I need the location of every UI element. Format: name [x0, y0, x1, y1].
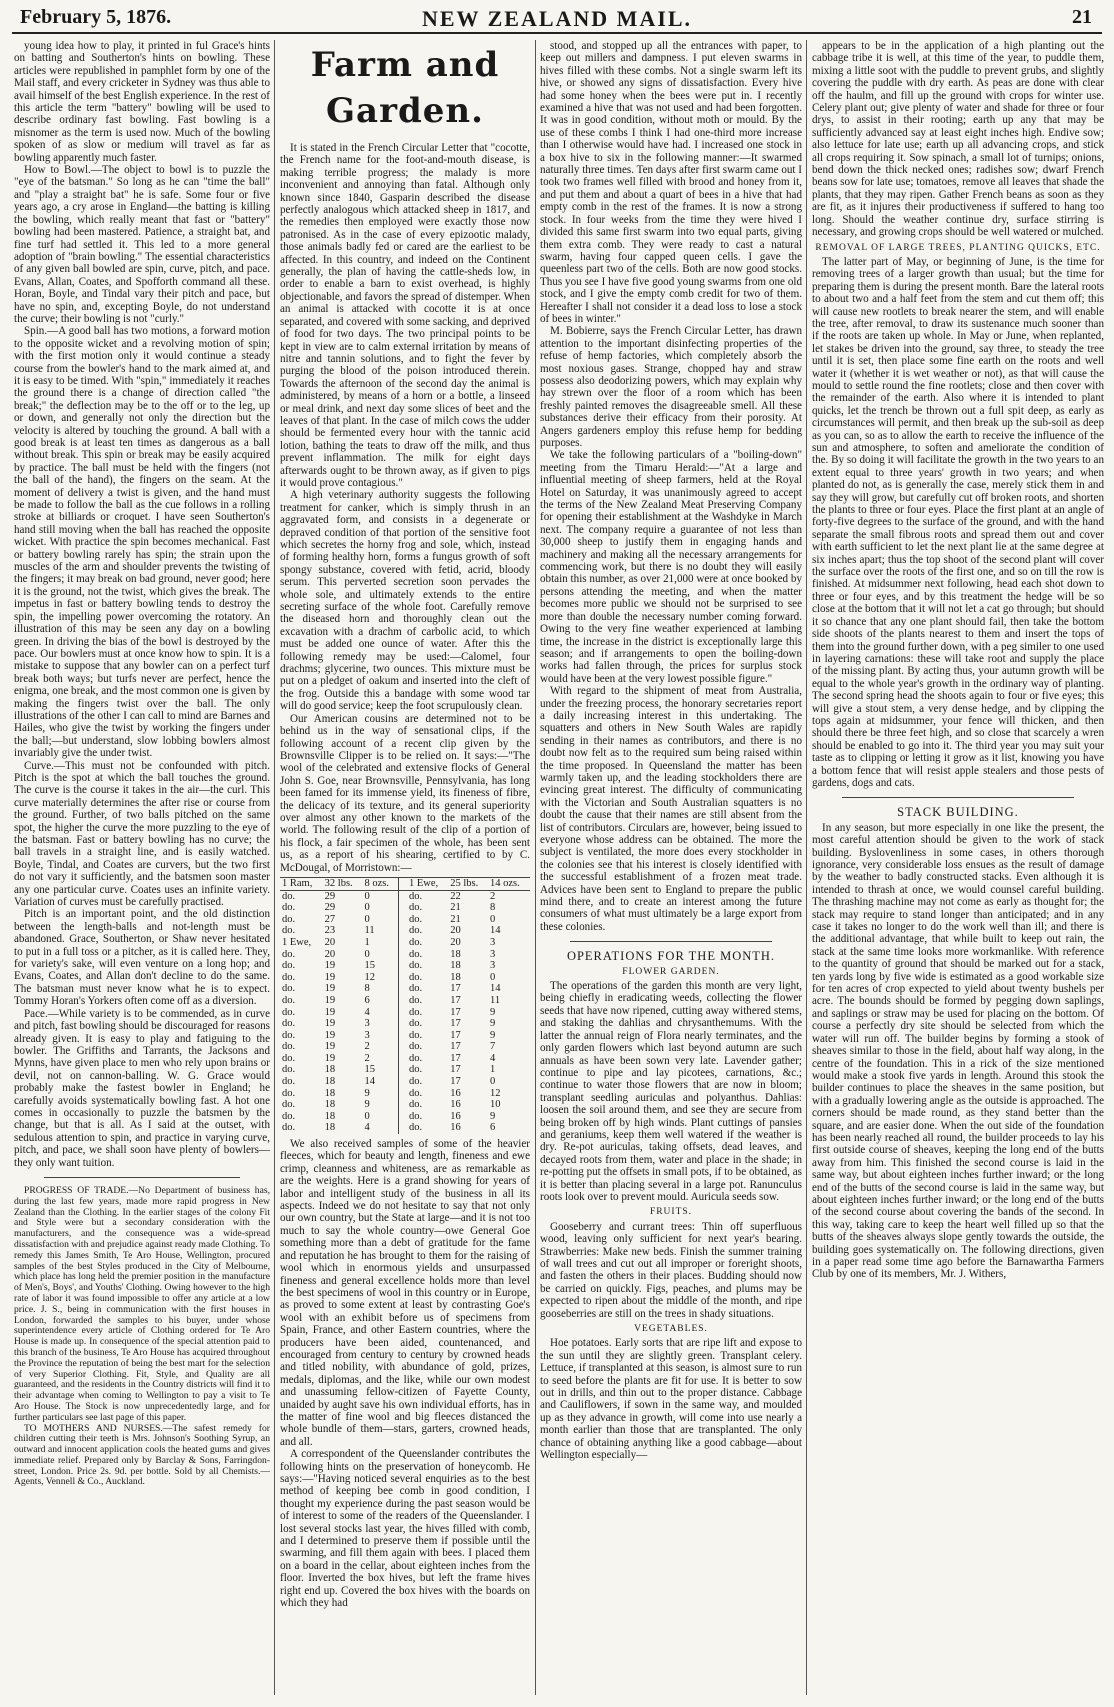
- table-header-row: [280, 877, 530, 890]
- table-row: [280, 972, 530, 984]
- table-cell: do.: [408, 1110, 423, 1122]
- paragraph: young idea how to play, it printed in ful Grace's hints on batting and Southerton's hints on bowling. These articles were republished in pamphlet form by one of the Mail staff, and every cricketer in Sydney was thus able to avail himself of the best English experience. In the rest of this article the term "battery" bowling will be used to describe ordinary fast bowling. Fast bowling is a misnomer as the term is used now. Much of the bowling spoken of as slow or medium will travel as far as bowling apparently much faster.: [14, 40, 270, 164]
- paragraph: Pitch is an important point, and the old distinction between the length-balls and not-length must be abandoned. Grace, Southerton, or Shaw never hesitated to put in a full toss or a pitcher, as it is called here. They, for variety's sake, will even venture on a long hop; and Evans, Coates, and Allan don't decline to do the same. The batsman must never know what he is to expect. Tommy Horan's Yorkers often come off as a diversion.: [14, 908, 270, 1008]
- subheading-removal-of-large-trees: REMOVAL OF LARGE TREES, PLANTING QUICKS, ETC.: [815, 242, 1101, 253]
- table-cell: 9: [489, 1029, 496, 1041]
- table-cell: do.: [282, 913, 296, 925]
- table-cell: 20: [324, 936, 336, 948]
- subheading-vegetables: VEGETABLES.: [634, 1324, 708, 1335]
- table-separator: [398, 1111, 407, 1123]
- table-cell: 14 ozs.: [488, 877, 530, 890]
- divider: [44, 1177, 240, 1178]
- table-cell: 9: [364, 1087, 370, 1099]
- table-cell: 11: [489, 994, 501, 1006]
- table-cell: 17: [450, 1064, 461, 1076]
- table-cell: do.: [282, 925, 296, 937]
- table-cell: 29: [324, 902, 336, 914]
- table-row: [280, 1041, 530, 1053]
- divider: [842, 797, 1074, 798]
- table-cell: 17: [450, 1006, 461, 1018]
- table-cell: do.: [408, 1122, 423, 1134]
- table-cell: 0: [364, 902, 370, 914]
- table-row: [280, 949, 530, 961]
- table-cell: 9: [489, 1110, 496, 1122]
- table-cell: 1 Ram,: [280, 877, 323, 890]
- table-separator: [398, 1099, 407, 1111]
- table-cell: 17: [450, 1052, 461, 1064]
- table-cell: do.: [282, 1052, 296, 1064]
- table-cell: 21: [450, 913, 461, 925]
- table-cell: 0: [364, 913, 370, 925]
- heading-stack-building: STACK BUILDING.: [897, 805, 1019, 820]
- paragraph: The latter part of May, or beginning of June, is the time for removing trees of a larger growth than usual; but the time for preparing them is during the present month. Bare the lateral roots to about two and a half feet from the stem and cut them off; this will cause new rootlets to break nearer the stem, and will enable the tree, after removal, to draw its sustenance much sooner than if the roots are taken up whole. In May or June, when replanted, let stakes be driven into the ground, say three, to steady the tree until it is set, then place some fine earth on the roots and well water it (whether it is wet weather or not), as that will cause the mould to settle round the fine rootlets; close and then cover with the remainder of the earth. Also where it is intended to plant quicks, let the trench be thrown out a full spit deep, as early as circumstances will permit, and then break up the sub-soil as deep as you can, so as to allow the earth to receive the influence of the sun and atmosphere, to soften and ameliorate the condition of the. By so doing it will facilitate the growth in the two years to an extent equal to three years' growth in two years; and when planted do not, as is generally the case, merely stick them in and say they will grow, but carefully cut off broken roots, and shorten the plants to three or four eyes. Place the first plant at an angle of forty-five degrees to the surface of the ground, and with the hand separate the small fibrous roots and spread them out and cover with earth sufficient to let the next plant lie at the same degree at six inches apart; thus the top shoot of the second plant will cover the surface over the roots of the first one, and so on till the row is finished. At midsummer next following, head each shot down to three or four eyes, and by this treatment the hedge will be so close at the bottom that it will not let a cat go through; but should it so chance that any one plant should fail, then take the bottom side shoots of the plants nearest to them and insert the tops of them into the ground further down, with a peg similer to one used in layering carnations: these will take root and supply the place of the missing plant. By acting thus, your autumn growth will be equal to the whole year's growth in the ordinary way of planting. The second spring head the shoots again to four or five eyes; this will give a stout stem, a very dense hedge, and by clipping the tops again at midsummer, your fence will thicken, and then should there be three feet high, and so close that scarcely a wren should be enabled to go into it. The third year you may suit your taste as to clipping or letting it grow as it list, knowing you have a bottom fence that will resist apple stealers and those pests of gardens, dogs and cats.: [812, 255, 1104, 789]
- table-cell: 18: [324, 1076, 336, 1088]
- table-cell: do.: [282, 1087, 296, 1099]
- paragraph: How to Bowl.—The object to bowl is to puzzle the "eye of the batsman." So long as he can "time the ball" and "play a straight bat" he is safe. Some four or five years ago, a cry arose in England—the batting is killing the bowling, which really meant that fast or "battery" bowling had been mastered. Patience, a straight bat, and fine turf had settled it. This led to a more general adoption of "brain bowling." The essential characteristics of any given ball bowled are spin, curve, pitch, and pace. Evans, Allan, Coates, and Spofforth command all these. Horan, Boyle, and Tindal vary their pitch and pace, but have no spin, and, excepting Boyle, do not understand the curve; their bowling is not "curly.": [14, 164, 270, 325]
- table-cell: do.: [282, 1041, 296, 1053]
- column-rule: [535, 40, 536, 1695]
- table-cell: 1: [489, 1064, 496, 1076]
- column-3: [540, 40, 802, 1690]
- table-cell: 16: [450, 1087, 461, 1099]
- paragraph: We also received samples of some of the heavier fleeces, which for beauty and length, fineness and ewe crimp, cleanness and whiteness, are as remarkable as are the weights. Here is a grand showing for years of labor and intelligent study of the business in all its aspects. Indeed we do not hesitate to say that not only our own country, but the State at large—and it is not too much to say the whole country—owe General Goe something more than a debt of gratitude for the fame and reputation he has brought to them for the raising of wool which in enormous yields and unsurpassed fineness and general excellence holds more than level the best specimens of wool in this country or in Europe, as proved to some extent at least by contrasting Goe's wool with an exhibit before us of specimens from Spain, France, and other Eastern countries, where the producers have been aided, countenanced, and encouraged from century to century by crowned heads and titled nobility, with abundance of gold, prizes, medals, diplomas, and the like, while our own modest and unassuming fellow-citizen of Fayette County, unaided by aught save his own individual efforts, has in the matter of fine wool and big fleeces distanced the whole bundle of them—stars, garters, crowned heads, and all.: [280, 1138, 530, 1448]
- column-rule: [274, 40, 275, 1695]
- table-row: [280, 995, 530, 1007]
- table-separator: [398, 937, 407, 949]
- table-cell: do.: [282, 994, 296, 1006]
- table-cell: 20: [450, 936, 461, 948]
- table-cell: 22: [450, 890, 461, 902]
- table-separator: [398, 960, 407, 972]
- table-cell: do.: [282, 1099, 296, 1111]
- table-cell: 18: [324, 1122, 336, 1134]
- table-cell: 19: [324, 971, 336, 983]
- table-separator: [398, 1122, 407, 1134]
- table-cell: do.: [282, 1122, 296, 1134]
- table-cell: 6: [364, 994, 370, 1006]
- paragraph: With regard to the shipment of meat from Australia, under the freezing process, the honorary secretaries report a daily increasing interest in this undertaking. The squatters and others in New South Wales are rapidly sending in their names as contributors, and there is no doubt now felt as to the required sum being raised within the time proposed. In Queensland the matter has been warmly taken up, and the leading stockholders there are evincing great interest. The difficulty of communicating with the Victorian and South Australian squatters is no doubt the cause that their names are still absent from the list of contributors. Circulars are, however, being issued to everyone whose address can be obtained. The more the subject is ventilated, the more does every stockholder in the colonies see that his interest is closely identified with the successful establishment of a frozen meat trade. Advices have been sent to England to prepare the public mind there, and to create an interest among the future consumers of what must ultimately be a large export from these colonies.: [540, 685, 802, 933]
- table-cell: 10: [489, 1099, 501, 1111]
- table-cell: 17: [450, 1018, 461, 1030]
- table-row: [280, 1018, 530, 1030]
- table-cell: 0: [489, 971, 496, 983]
- table-separator: [398, 1076, 407, 1088]
- table-row: [280, 1053, 530, 1065]
- fleece-weights-table: [280, 877, 530, 1134]
- table-cell: 9: [364, 1099, 370, 1111]
- page-number: 21: [1072, 6, 1092, 28]
- table-cell: 0: [364, 948, 370, 960]
- table-cell: 29: [324, 890, 336, 902]
- table-cell: 0: [489, 1076, 496, 1088]
- paragraph: Pace.—While variety is to be commended, as in curve and pitch, fast bowling should be discouraged for reasons already given. It is easy to play and fatiguing to the bowler. The Griffiths and Tarrants, the Jacksons and Mynns, have given place to men who rely upon brains or devil, not on cannon-balling. W. G. Grace would probably make the fastest bowler in England; he carefully avoids systematically bowling fast. A hot one comes in occasionally to puzzle the batsmen by the change, but that is all. As I said at the outset, with sedulous attention to spin, and practice in varying curve, pitch, and pace, we shall soon have plenty of bowlers—they only want tuition.: [14, 1007, 270, 1169]
- table-cell: 9: [489, 1006, 496, 1018]
- table-cell: 12: [489, 1087, 501, 1099]
- advertisement-te-aro-house: PROGRESS OF TRADE.—No Department of business has, during the last few years, made more rapid progress in New Zealand than the Clothing. In the earlier stages of the colony Fit and Style were but a secondary consideration with the manufacturers, and the consequence was a wide-spread dissatisfaction with and prejudice against ready made Clothing. To remedy this James Smith, Te Aro House, Wellington, procured samples of the best Styles produced in the City of Melbourne, which place has long held the premier position in the manufacture of Men's, Boys', and Youths' Clothing. Owing however to the high rate of labor it was found impossible to offer any article at a low price. J. S., being in communication with the first houses in London, forwarded the samples to his buyer, under whose superintendence every article of Clothing ordered for Te Aro House is made up. In consequence of the special attention paid to this branch of the business, Te Aro House has acquired throughout the Province the reputation of being the best mart for the selection of very Superior Clothing. Fit, Style, and Quality are all guaranteed, and the residents in the Country districts will find it to their advantage when coming to Wellington to pay a visit to Te Aro House. The Stock is now unprecedentedly large, and for further particulars see last page of this paper.: [14, 1184, 270, 1423]
- table-separator: [398, 1041, 407, 1053]
- table-cell: do.: [282, 948, 296, 960]
- table-separator: [398, 1053, 407, 1065]
- table-cell: 17: [450, 983, 461, 995]
- table-cell: 3: [364, 1029, 370, 1041]
- table-cell: 12: [364, 971, 375, 983]
- table-cell: 19: [324, 1029, 336, 1041]
- table-cell: 19: [324, 994, 336, 1006]
- column-4: [812, 40, 1104, 1690]
- paragraph: A high veterinary authority suggests the following treatment for canker, which is simply thrush in an aggravated form, and consists in a degenerate or depraved condition of that portion of the sensitive foot which secretes the horny frog and sole, which, instead of forming healthy horn, forms a fungus growth of soft spongy substance, covered with fetid, acrid, bloody serum. This perverted secretion soon pervades the whole sole, and ultimately extends to the entire secreting surface of the whole foot. Carefully remove the diseased horn and thoroughly clean out the excavation with a drachm of carbolic acid, to which must be added one ounce of water. After this the following remedy may be used:—Calomel, four drachms; glycerine, two ounces. This mixture must be put on a pledget of oakum and inserted into the cleft of the frog. Outside this a bandage with some wood tar will do good service; keep the foot scrupulously clean.: [280, 489, 530, 713]
- table-cell: 16: [450, 1122, 461, 1134]
- table-cell: do.: [408, 1076, 423, 1088]
- table-row: [280, 937, 530, 949]
- table-cell: 18: [324, 1087, 336, 1099]
- table-cell: 4: [364, 1122, 370, 1134]
- table-row: [280, 1111, 530, 1123]
- subheading-fruits: FRUITS.: [649, 1207, 693, 1218]
- table-row: [280, 925, 530, 937]
- table-cell: 14: [364, 1076, 375, 1088]
- table-cell: do.: [282, 902, 296, 914]
- table-row: [280, 1007, 530, 1019]
- table-separator: [398, 972, 407, 984]
- table-cell: 19: [324, 1018, 336, 1030]
- table-cell: 23: [324, 925, 336, 937]
- table-separator: [398, 983, 407, 995]
- paragraph: Our American cousins are determined not to be behind us in the way of sensational clips, if the following account of a recent clip given by the Brownsville Clipper is to be relied on. It says:—"The wool of the celebrated and extensive flocks of General John S. Goe, near Brownsville, Pennsylvania, has long been famed for its immense yield, its fineness of fibre, the delicacy of its texture, and its general superiority over almost any other known to the markets of the world. The following result of the clip of a portion of his flock, a fair specimen of the whole, has been sent us, as a report of his shearing, certified to by C. McDougal, of Morristown:—: [280, 712, 530, 874]
- table-cell: 11: [364, 925, 375, 937]
- table-row: [280, 902, 530, 914]
- table-row: [280, 983, 530, 995]
- table-cell: 3: [489, 960, 496, 972]
- table-separator: [398, 925, 407, 937]
- table-cell: 15: [364, 1064, 375, 1076]
- table-cell: do.: [282, 1029, 296, 1041]
- column-1: [14, 40, 270, 1690]
- table-separator: [398, 877, 407, 890]
- table-cell: do.: [408, 1099, 423, 1111]
- divider: [570, 941, 772, 942]
- table-cell: 20: [450, 925, 461, 937]
- paragraph: Spin.—A good ball has two motions, a forward motion to the opposite wicket and a revolving motion of spin; with the first motion only it would continue a steady course from the bowler's hand to the mark aimed at, and it is easy to be timed. With "spin," immediately it reaches the ground there is a change of direction called "the break;" the deflection may be to the off or to the leg, up or down, and generally not only the direction but the velocity is altered by touching the ground. A ball with a good break is at least ten times as dangerous as a ball without break. This spin or break may be easily acquired by practice. The ball must be held with the fingers (not the ball of the hand), the fingers on the seam. At the moment of delivery a twist is given, and the hand must be made to follow the ball as the cue follows in a rolling stroke at billiards or croquet. I have seen Southerton's hand still moving when the ball has reached the opposite wicket. With practice the spin becomes mechanical. Fast or battery bowling rarely has spin; the strain upon the muscles of the arm and shoulder prevents the twisting of the fingers; it may break on bad ground, never good; here it is the ground, not the twist, which gives the break. The impetus in fast or battery bowling tends to destroy the spin, the impelling power overcoming the rotatory. An illustration of this may be seen any day on a bowling green. In driving the bias of the bowl is destroyed by the pace. Our bowlers must at once know how to spin. It is a mistake to suppose that any bowler can on a perfect turf break both ways; but turfs never are perfect, hence the enigma, one break, and the most common one is given by making the fingers twist over the ball. The only illustrations of the other I can call to mind are Barnes and Hailes, who give the twist by working the fingers under the ball;—but understand, slow lobbing bowlers almost invariably give the under twist.: [14, 325, 270, 760]
- column-rule: [806, 40, 807, 1695]
- table-cell: 19: [324, 960, 336, 972]
- advertisement-soothing-syrup: TO MOTHERS AND NURSES.—The safest remedy for children cutting their teeth is Mrs. Johnson's Soothing Syrup, an outward and innocent application cools the heated gums and gives immediate relief. Prepared only by Barclay & Sons, Farringdon-street, London. Price 2s. 9d. per bottle. Sold by all Chemists.—Agents, Vennell & Co., Auckland.: [14, 1422, 270, 1488]
- paragraph: Curve.—This must not be confounded with pitch. Pitch is the spot at which the ball touches the ground. The curve is the course it takes in the air—the curl. This curve materially determines the after rise or course from the ground. Further, of two balls pitched on the same spot, the higher the curve the more puzzling to the eye of the batsman. Fast or battery bowling has no curve; the ball travels in a straight line, and is easily watched. Boyle, Tindal, and Coates are curvers, but the two first do not vary it sufficiently, and the batsmen soon master any one particular curve. Coates uses an infinite variety. Variation of curves must be carefully practised.: [14, 759, 270, 909]
- table-row: [280, 960, 530, 972]
- table-cell: 1 Ewe,: [407, 877, 448, 890]
- table-cell: do.: [408, 1018, 423, 1030]
- table-cell: 17: [450, 1029, 461, 1041]
- issue-date: February 5, 1876.: [20, 6, 172, 28]
- table-cell: 17: [450, 1076, 461, 1088]
- table-cell: 25 lbs.: [448, 877, 488, 890]
- table-separator: [398, 1030, 407, 1042]
- table-cell: 18: [450, 971, 461, 983]
- table-separator: [398, 1007, 407, 1019]
- table-cell: 1: [364, 936, 370, 948]
- table-cell: 1 Ewe,: [282, 936, 312, 948]
- table-cell: 2: [364, 1052, 370, 1064]
- table-cell: 18: [450, 948, 461, 960]
- table-cell: 19: [324, 1052, 336, 1064]
- table-row: [280, 1030, 530, 1042]
- table-separator: [398, 890, 407, 902]
- table-cell: 0: [364, 890, 370, 902]
- table-cell: 8: [489, 902, 496, 914]
- table-cell: do.: [282, 983, 296, 995]
- table-cell: do.: [282, 1110, 296, 1122]
- table-cell: 3: [489, 948, 496, 960]
- table-cell: 19: [324, 1006, 336, 1018]
- table-cell: 32 lbs.: [323, 877, 363, 890]
- table-cell: 3: [489, 936, 496, 948]
- table-cell: 4: [489, 1052, 496, 1064]
- table-separator: [398, 1018, 407, 1030]
- table-separator: [398, 914, 407, 926]
- table-cell: 27: [324, 913, 336, 925]
- table-cell: 14: [489, 925, 501, 937]
- table-row: [280, 890, 530, 902]
- table-cell: do.: [282, 1006, 296, 1018]
- column-2: [280, 40, 530, 1690]
- table-cell: 3: [364, 1018, 370, 1030]
- paragraph: We take the following particulars of a "boiling-down" meeting from the Timaru Herald:—"At a large and influential meeting of sheep farmers, held at the Royal Hotel on Saturday, it was unanimously agreed to accept the terms of the New Zealand Meat Preserving Company for opening their establishment at the Washdyke in March next. The company require a guarantee of not less than 30,000 sheep to justify them in engaging hands and machinery and making all the necessary arrangements for commencing work, but there is no doubt they will easily obtain this number, as over 21,000 were at once booked by persons attending the meeting, and when the matter becomes more public we should not be surprised to see more than double the necessary number coming forward. Owing to the very fine weather experienced at lambing time, the increase in the district is exceptionally large this season; and if arrangements to open the boiling-down works had fallen through, the prices for surplus stock would have been at the very lowest possible figure.": [540, 449, 802, 685]
- paragraph: Hoe potatoes. Early sorts that are ripe lift and expose to the sun until they are slightly green. Transplant celery. Lettuce, if transplanted at this season, is almost sure to run to seed before the plants are fit for use. It is better to sow out in drills, and thin out to the proper distance. Cabbage and Cauliflowers, if sown in the same way, and moulded up as they advance in growth, will come into use nearly a month earlier than those that are transplanted. The only chance of obtaining anything like a good cabbage—about Wellington especially—: [540, 1337, 802, 1462]
- table-cell: do.: [408, 1006, 423, 1018]
- table-cell: 18: [324, 1099, 336, 1111]
- paragraph: A correspondent of the Queenslander contributes the following hints on the preservation of honeycomb. He says:—"Having noticed several enquiries as to the best method of keeping bee comb in good condition, I thought my experience during the past season would be of interest to some of the readers of the Queenslander. I lost several stocks last year, the hives filled with comb, and I determined to preserve them if possible until the swarming, and fill them again with bees. I placed them on a board in the cellar, about eighteen inches from the floor. Inverted the box hives, but left the frame hives right end up. Covered the box hives with the boards on which they had: [280, 1448, 530, 1610]
- table-cell: 4: [364, 1006, 370, 1018]
- table-cell: 19: [324, 1041, 336, 1053]
- paragraph: The operations of the garden this month are very light, being chiefly in eradicating weeds, collecting the flower seeds that have now ripened, cutting away withered stems, and staking the dahlias and chrysanthemums. With the latter the annual reign of Flora nearly terminates, and the only garden flowers which last beyond autumn are such annuals as have been sown very late. Lavender gather; continue to pipe and lay picotees, carnations, &c.; continue to water those flowers that are now in bloom; transplant seedling auriculas and polyanthus. Dahlias: loosen the soil around them, and see they are secure from being broken off by high winds. Plant cuttings of pansies and geraniums, keep them well watered if the weather is dry. Re-pot auriculas, taking offsets, dead leaves, and decayed roots from them, water and place in the shade; in re-potting put the offsets in small pots, if to be obtained, as it is better than placing several in a large pot. Ranunculus roots look over to prevent mould. Auricula seeds sow.: [540, 980, 802, 1203]
- subheading-flower-garden: FLOWER GARDEN.: [622, 966, 720, 977]
- table-cell: do.: [408, 902, 423, 914]
- table-row: [280, 1064, 530, 1076]
- heading-operations-for-the-month: OPERATIONS FOR THE MONTH.: [566, 949, 776, 964]
- table-cell: do.: [282, 1076, 296, 1088]
- table-cell: 9: [489, 1018, 496, 1030]
- table-cell: 6: [489, 1122, 496, 1134]
- table-cell: 17: [450, 1041, 461, 1053]
- table-cell: do.: [282, 1064, 296, 1076]
- table-cell: 2: [364, 1041, 370, 1053]
- table-separator: [398, 995, 407, 1007]
- table-row: [280, 1088, 530, 1100]
- table-cell: do.: [408, 925, 423, 937]
- table-cell: 17: [450, 994, 461, 1006]
- table-cell: 20: [324, 948, 336, 960]
- paragraph: appears to be in the application of a high planting out the cabbage tribe it is well, at this time of the year, to puddle them, mixing a little soot with the puddle to prevent grubs, and slightly covering the puddle with dry earth. As peas are done with clear off the haulm, and fill up the ground with crops for winter use. Celery plant out; give plenty of water and shade for three or four drys, to assist in their rooting; earth up any that may be sufficiently advanced say at least eight inches high. Endive sow; also lettuce for late use; earth up all advancing crops, and stick all crops requiring it. Sow spinach, a small lot of turnips; onions, bend down the thick necked ones; radishes sow; dwarf French beans sow for late use; tomatoes, remove all leaves that shade the plants, that they may ripen. Gather French beans as soon as they are fit, as it injures their productiveness if suffered to hang too long. Should the weather continue dry, surface stirring is necessary, and growing crops should be well watered or mulched.: [812, 40, 1104, 239]
- masthead-title: NEW ZEALAND MAIL.: [421, 6, 693, 31]
- table-cell: 2: [489, 890, 496, 902]
- table-cell: do.: [408, 936, 423, 948]
- table-row: [280, 1122, 530, 1134]
- table-cell: 0: [364, 1110, 370, 1122]
- table-cell: 18: [450, 960, 461, 972]
- table-cell: do.: [408, 983, 423, 995]
- table-separator: [398, 1064, 407, 1076]
- table-separator: [398, 949, 407, 961]
- table-cell: 14: [489, 983, 501, 995]
- table-cell: do.: [408, 1029, 423, 1041]
- table-cell: do.: [282, 960, 296, 972]
- paragraph: In any season, but more especially in one like the present, the most careful attention should be given to the work of stack building. Byslovenliness in some cases, in others thorough ignorance, very considerable loss ensues as the result of damage by the weather to badly constructed stacks. Even although it is intended to thrash at once, we would counsel careful building. The thrashing machine may not come as early as thought for; the stack may require to stand longer than anticipated; and in any case it takes no longer to do the work well than ill; and there is the additional advantage, that while built to keep out rain, the stack at the same time looks more workmanlike. With reference to the quantity of ground that should be marked out for a stack, ten yards long by five wide is estimated as a good workable size for ten acres of crop expected to yield about twenty bushels per acre. The bounds should be formed by pegging down saplings, and saplings or straw may be used for placing on the bottom. Of course a perfectly dry site should be selected from which the water will run off. The builder begins by forming a stook of sheaves similar to those in the field, about half way along, in the centre of the foundation. This in a rick of the size mentioned would make a stook five yards in length. Around this stook the builder continues to place the sheaves in the same position, but with a gradually lowering angle as the outside is approached. The corners should be made round, as they stand better than the square, and are easier done. When the out side of the foundation has been nearly reached all round, the builder proceeds to lay his first outside course of sheaves, keeping the long end of the butts away from him. This finished the second course is laid in the same way, but about eighteen inches further inward; or the long end of the butts of the second course is laid in the same way, but about eighteen inches further inward; or the long end of the butts of the second course about covering the bands of the second. In this way, taking care to keep the heart well filled up so that the butts of the sheaves always slope gently towards the outside, the building goes systematically on. The following directions, given in a paper read some time ago before the Barnawartha Farmers Club by one of its members, Mr. J. Withers,: [812, 821, 1104, 1281]
- table-cell: do.: [282, 1018, 296, 1030]
- table-cell: 0: [489, 913, 496, 925]
- table-cell: 18: [324, 1110, 336, 1122]
- table-cell: do.: [408, 913, 423, 925]
- table-row: [280, 914, 530, 926]
- paragraph: It is stated in the French Circular Letter that "cocotte, the French name for the foot-and-mouth disease, is making terrible progress; the malady is more inconvenient and annoying than fatal. Although only known since 1840, Gasparin described the disease perfectly analogous which attacked sheep in 1817, and the remedies then employed were exactly those now patronised. As in the case of every epizootic malady, those animals badly fed or cared are the earliest to be affected. In this country, and indeed on the Continent generally, the plan of having the cattle-sheds low, in order to enable a barn to exist overhead, is highly objectionable, and favors the spread of distemper. When an animal is attacked with cocotte it is at once separated, and covered with some sacking, and deprived of food for two days. The two principal points to be kept in view are to calm external irritation by means of nitre and tannin solutions, and to fight the fever by purging the blood of the poison introduced therein. Towards the afternoon of the second day the animal is administered, by means of a horn or a bottle, a linseed or meal drink, and next day some slices of beet and the leaves of that plant. In the case of milch cows the udder should be fermented every hour with the tannic acid lotion, bathing the teats to draw off the milk, and thus prevent inflammation. The milk for eight days afterwards ought to be thrown away, as if given to pigs it would prove contagious.": [280, 142, 530, 489]
- table-cell: do.: [408, 994, 423, 1006]
- table-cell: do.: [408, 1087, 423, 1099]
- table-row: [280, 1076, 530, 1088]
- table-cell: 8: [364, 983, 370, 995]
- table-cell: 8 ozs.: [362, 877, 398, 890]
- table-separator: [398, 902, 407, 914]
- table-cell: do.: [408, 890, 423, 902]
- paragraph: Gooseberry and currant trees: Thin off superfluous wood, leaving only sufficient for next year's bearing. Strawberries: Make new beds. Finish the summer training of wall trees and cut out all improper or foreright shoots, and fasten the others in their places. Budding should now be carried on quickly. Figs, peaches, and plums may be expected to ripen about the middle of the month, and ripe gooseberries are still on the trees in shady situations.: [540, 1220, 802, 1320]
- table-cell: do.: [408, 971, 423, 983]
- table-cell: 21: [450, 902, 461, 914]
- table-cell: do.: [408, 960, 423, 972]
- table-cell: do.: [408, 948, 423, 960]
- table-cell: do.: [282, 890, 296, 902]
- table-cell: do.: [408, 1064, 423, 1076]
- table-cell: do.: [282, 971, 296, 983]
- paragraph: stood, and stopped up all the entrances with paper, to keep out millers and dampness. I put eleven swarms in hives filled with these combs. Not a single swarm left its hive, or showed any signs of dissatisfaction. Every hive had some honey when the bees were put in. I recently examined a hive that was not used and had been forgotten. It was in good condition, without moth or mould. By the use of these combs I think I had one-third more increase than I otherwise would have had. I increased one stock in a box hive to six in the following manner:—It swarmed naturally three times. Ten days after first swarm came out I took two frames well filled with brood and honey from it, and put them and about a quart of bees in a hive that had empty comb in the rest of the frames. It is now a strong stock. In four weeks from the time they were hived I divided this same first swarm into two equal parts, giving them extra comb. They were ready to cast a natural swarm, having four capped queen cells. I gave the queenless part two of the cells. Both are now good stocks. Thus you see I have five good young swarms from one old stock, and I give the empty comb credit for two of them. Hereafter I shall not consider it a dead loss to lose a stock of bees in winter.": [540, 40, 802, 325]
- table-row: [280, 1099, 530, 1111]
- section-title-farm-and-garden: Farm and Garden.: [310, 45, 500, 131]
- table-cell: do.: [408, 1052, 423, 1064]
- table-cell: do.: [408, 1041, 423, 1053]
- table-cell: 18: [324, 1064, 336, 1076]
- table-cell: 16: [450, 1110, 461, 1122]
- table-separator: [398, 1088, 407, 1100]
- table-cell: 19: [324, 983, 336, 995]
- table-cell: 16: [450, 1099, 461, 1111]
- table-cell: 7: [489, 1041, 496, 1053]
- table-cell: 15: [364, 960, 375, 972]
- paragraph: M. Bobierre, says the French Circular Letter, has drawn attention to the important disinfecting properties of the refuse of hemp factories, which completely absorb the most noxious gases. Strange, chopped hay and straw possess also deodorizing powers, which may explain why hay strewn over the floor of a room which has been freshly painted removes the disagreeable smell. All these substances derive their efficacy from their porosity. At Angers gardeners employ this refuse hemp for bedding purposes.: [540, 325, 802, 449]
- page-header: [12, 6, 1102, 34]
